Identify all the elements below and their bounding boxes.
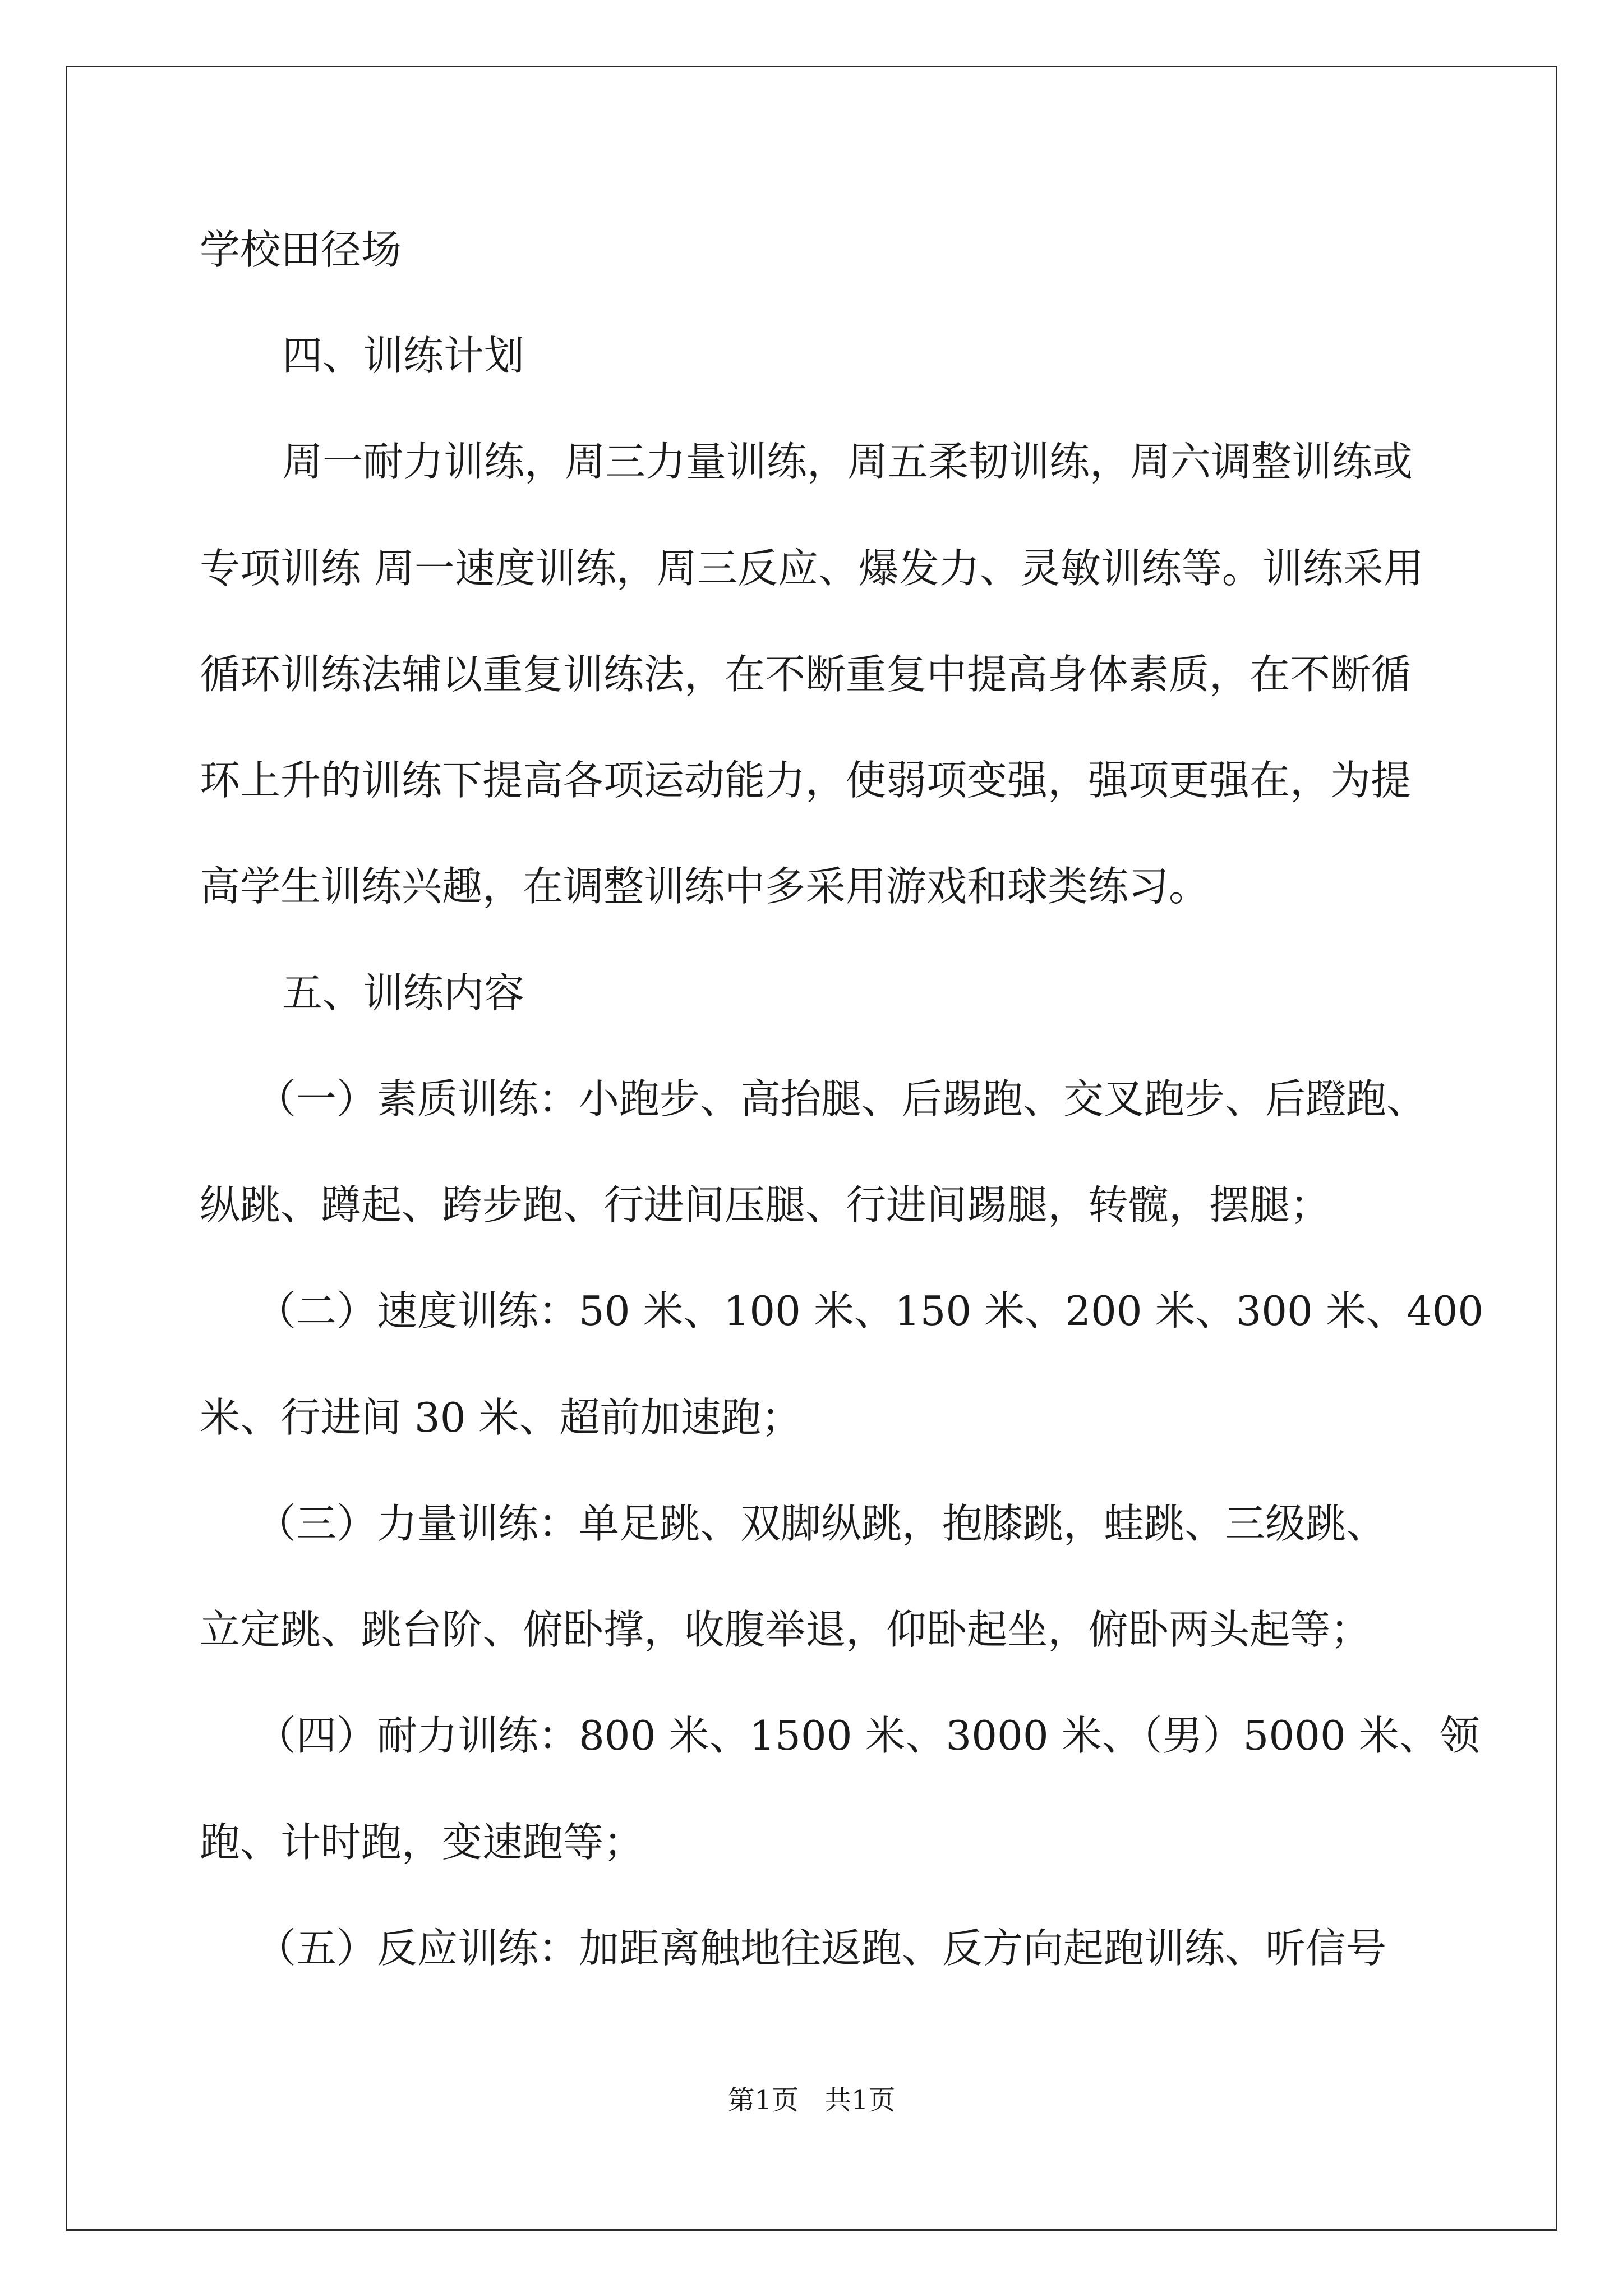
text-line: （一）素质训练：小跑步、高抬腿、后踢跑、交叉跑步、后蹬跑、 <box>256 1075 1427 1122</box>
text-line: （三）力量训练：单足跳、双脚纵跳，抱膝跳，蛙跳、三级跳、 <box>256 1500 1387 1547</box>
text-line: 立定跳、跳台阶、俯卧撑，收腹举退，仰卧起坐，俯卧两头起等； <box>200 1606 1371 1653</box>
text-line: 高学生训练兴趣，在调整训练中多采用游戏和球类练习。 <box>200 863 1210 910</box>
text-line: 跑、计时跑，变速跑等； <box>200 1819 644 1866</box>
text-line: 纵跳、蹲起、跨步跑、行进间压腿、行进间踢腿，转髋，摆腿； <box>200 1181 1331 1228</box>
text-line: 米、行进间 30 米、超前加速跑； <box>200 1394 802 1441</box>
text-line: 专项训练 周一速度训练，周三反应、爆发力、灵敏训练等。训练采用 <box>200 545 1424 592</box>
text-line: （二）速度训练：50 米、100 米、150 米、200 米、300 米、400 <box>256 1287 1484 1335</box>
section-heading: 五、训练内容 <box>282 969 525 1016</box>
page-border <box>66 66 1557 2231</box>
page-footer: 第1页 共1页 <box>727 2085 896 2116</box>
text-line: 学校田径场 <box>200 226 402 273</box>
text-line: 环上升的训练下提高各项运动能力，使弱项变强，强项更强在，为提 <box>200 757 1412 804</box>
text-line: （五）反应训练：加距离触地往返跑、反方向起跑训练、听信号 <box>256 1925 1387 1972</box>
text-line: 循环训练法辅以重复训练法，在不断重复中提高身体素质，在不断循 <box>200 651 1412 698</box>
section-heading: 四、训练计划 <box>282 332 525 379</box>
text-line: （四）耐力训练：800 米、1500 米、3000 米、（男）5000 米、领 <box>256 1712 1480 1759</box>
text-line: 周一耐力训练，周三力量训练，周五柔韧训练，周六调整训练或 <box>282 438 1413 485</box>
